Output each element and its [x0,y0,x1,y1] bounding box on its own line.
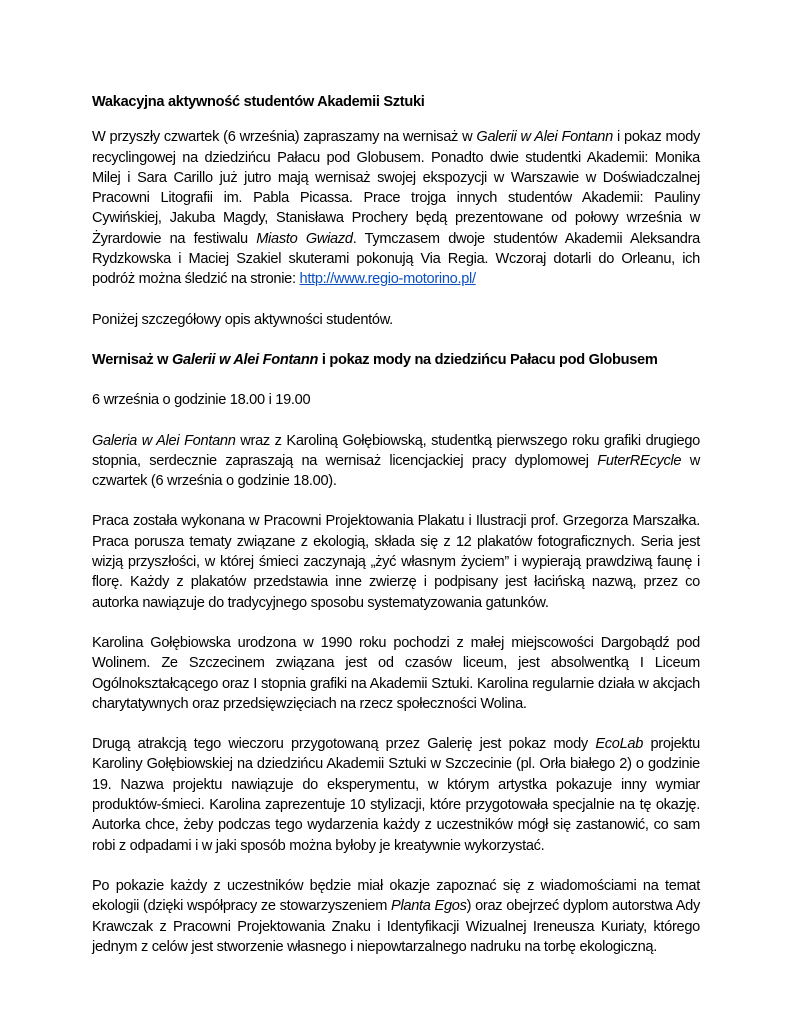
diploma-title: FuterREcycle [597,452,682,469]
intro-paragraph [92,127,700,289]
details-intro: Poniżej szczegółowy opis aktywności studentów. [92,311,393,328]
intro-text-1: W przyszły czwartek (6 września) zapraszamy na wernisaż w [92,129,477,146]
gallery-text-1: wraz z Karoliną Gołębiowską, studentką pierwszego roku grafiki drugiego stopnia, serdecznie zapraszają na wernisaż licencjackiej pracy dyplomowej [92,432,700,469]
work-paragraph: Praca została wykonana w Pracowni Projektowania Plakatu i Ilustracji prof. Grzegorza Marszałka. Praca porusza tematy związane z ekologią, składa się z 12 plakatów fotograficznych. Seria jest wizją przyszłości, w której śmieci zaczynają „żyć własnym życiem” i wypierają prawdziwą faunę i florę. Każdy z plakatów przedstawia inne zwierzę i podpisany jest łacińską nazwą, przez co autorka nawiązuje do tradycyjnego sposobu systematyzowania gatunków. [92,513,700,611]
intro-text-3: . Tymczasem dwoje studentów Akademii Aleksandra Rydzkowska i Maciej Szakiel skuterami pokonują Via Regia. Wczoraj dotarli do Orleanu, ich podróż można śledzić na stronie: [92,230,700,288]
planta-egos-name: Planta Egos [391,898,467,915]
show-text-1: Drugą atrakcją tego wieczoru przygotowaną przez Galerię jest pokaz mody [92,736,596,753]
section-heading-text-2: i pokaz mody na dziedzińcu Pałacu pod Globusem [318,351,658,368]
intro-text-2: i pokaz mody recyclingowej na dziedzińcu Pałacu pod Globusem. Ponadto dwie studentki Akademii: Monika Milej i Sara Carillo już jutro mają wernisaż swojej ekspozycji w Warszawie w Doświadczalnej Pracowni Litografii im. Pabla Picassa. Prace trojga innych studentów Akademii: Pauliny Cywińskiej, Jakuba Magdy, Stanisława Prochery będą prezentowane od połowy września w Żyrardowie na festiwalu [92,129,701,247]
section-heading-text-1: Wernisaż w [92,351,172,368]
section-heading-gallery: Galerii w Alei Fontann [171,351,319,368]
event-date-line: 6 września o godzinie 18.00 i 19.00 [92,392,311,409]
after-text-1: Po pokazie każdy z uczestników będzie miał okazje zapoznać się z wiadomościami na temat ekologii (dzięki współpracy ze stowarzyszeniem [92,877,700,915]
fashion-show-paragraph [92,734,700,856]
document-title: Wakacyjna aktywność studentów Akademii Sztuki [92,94,425,110]
gallery-paragraph [92,431,700,492]
ecolab-name: EcoLab [595,736,644,753]
gallery-name: Galeria w Alei Fontann [92,432,236,449]
intro-gallery-name: Galerii w Alei Fontann [476,129,613,146]
show-text-2: projektu Karoliny Gołębiowskiej na dziedzińcu Akademii Sztuki w Szczecinie (pl. Orła białego 2) o godzinie 19. Nazwa projektu nawiązuje do eksperymentu, w którym artystka pokazuje inny wymiar produktów-śmieci. Karolina zaprezentuje 10 stylizacji, które przygotowała specjalnie na tę okazję. Autorka chce, żeby podczas tego wydarzenia każdy z uczestników mógł się zastanowić, co sam robi z odpadami i w jaki sposób można byłoby je kreatywnie wykorzystać. [92,736,700,854]
intro-festival-name: Miasto Gwiazd [256,230,353,247]
regio-motorino-link[interactable]: http://www.regio-motorino.pl/ [299,271,476,288]
section-heading [92,350,700,370]
bio-paragraph: Karolina Gołębiowska urodzona w 1990 roku pochodzi z małej miejscowości Dargobądź pod Wolinem. Ze Szczecinem związana jest od czasów liceum, jest absolwentką I Liceum Ogólnokształcącego oraz I stopnia grafiki na Akademii Sztuki. Karolina regularnie działa w akcjach charytatywnych oraz przedsięwzięciach na rzecz społeczności Wolina. [92,634,700,712]
after-show-paragraph [92,876,700,957]
document-page [92,92,700,977]
gallery-text-2: w czwartek (6 września o godzinie 18.00). [92,452,700,490]
after-text-2: ) oraz obejrzeć dyplom autorstwa Ady Krawczak z Pracowni Projektowania Znaku i Identyfikacji Wizualnej Ireneusza Kuriaty, którego jednym z celów jest stworzenie własnego i niepowtarzalnego nadruku na torbę ekologiczną. [92,898,700,955]
